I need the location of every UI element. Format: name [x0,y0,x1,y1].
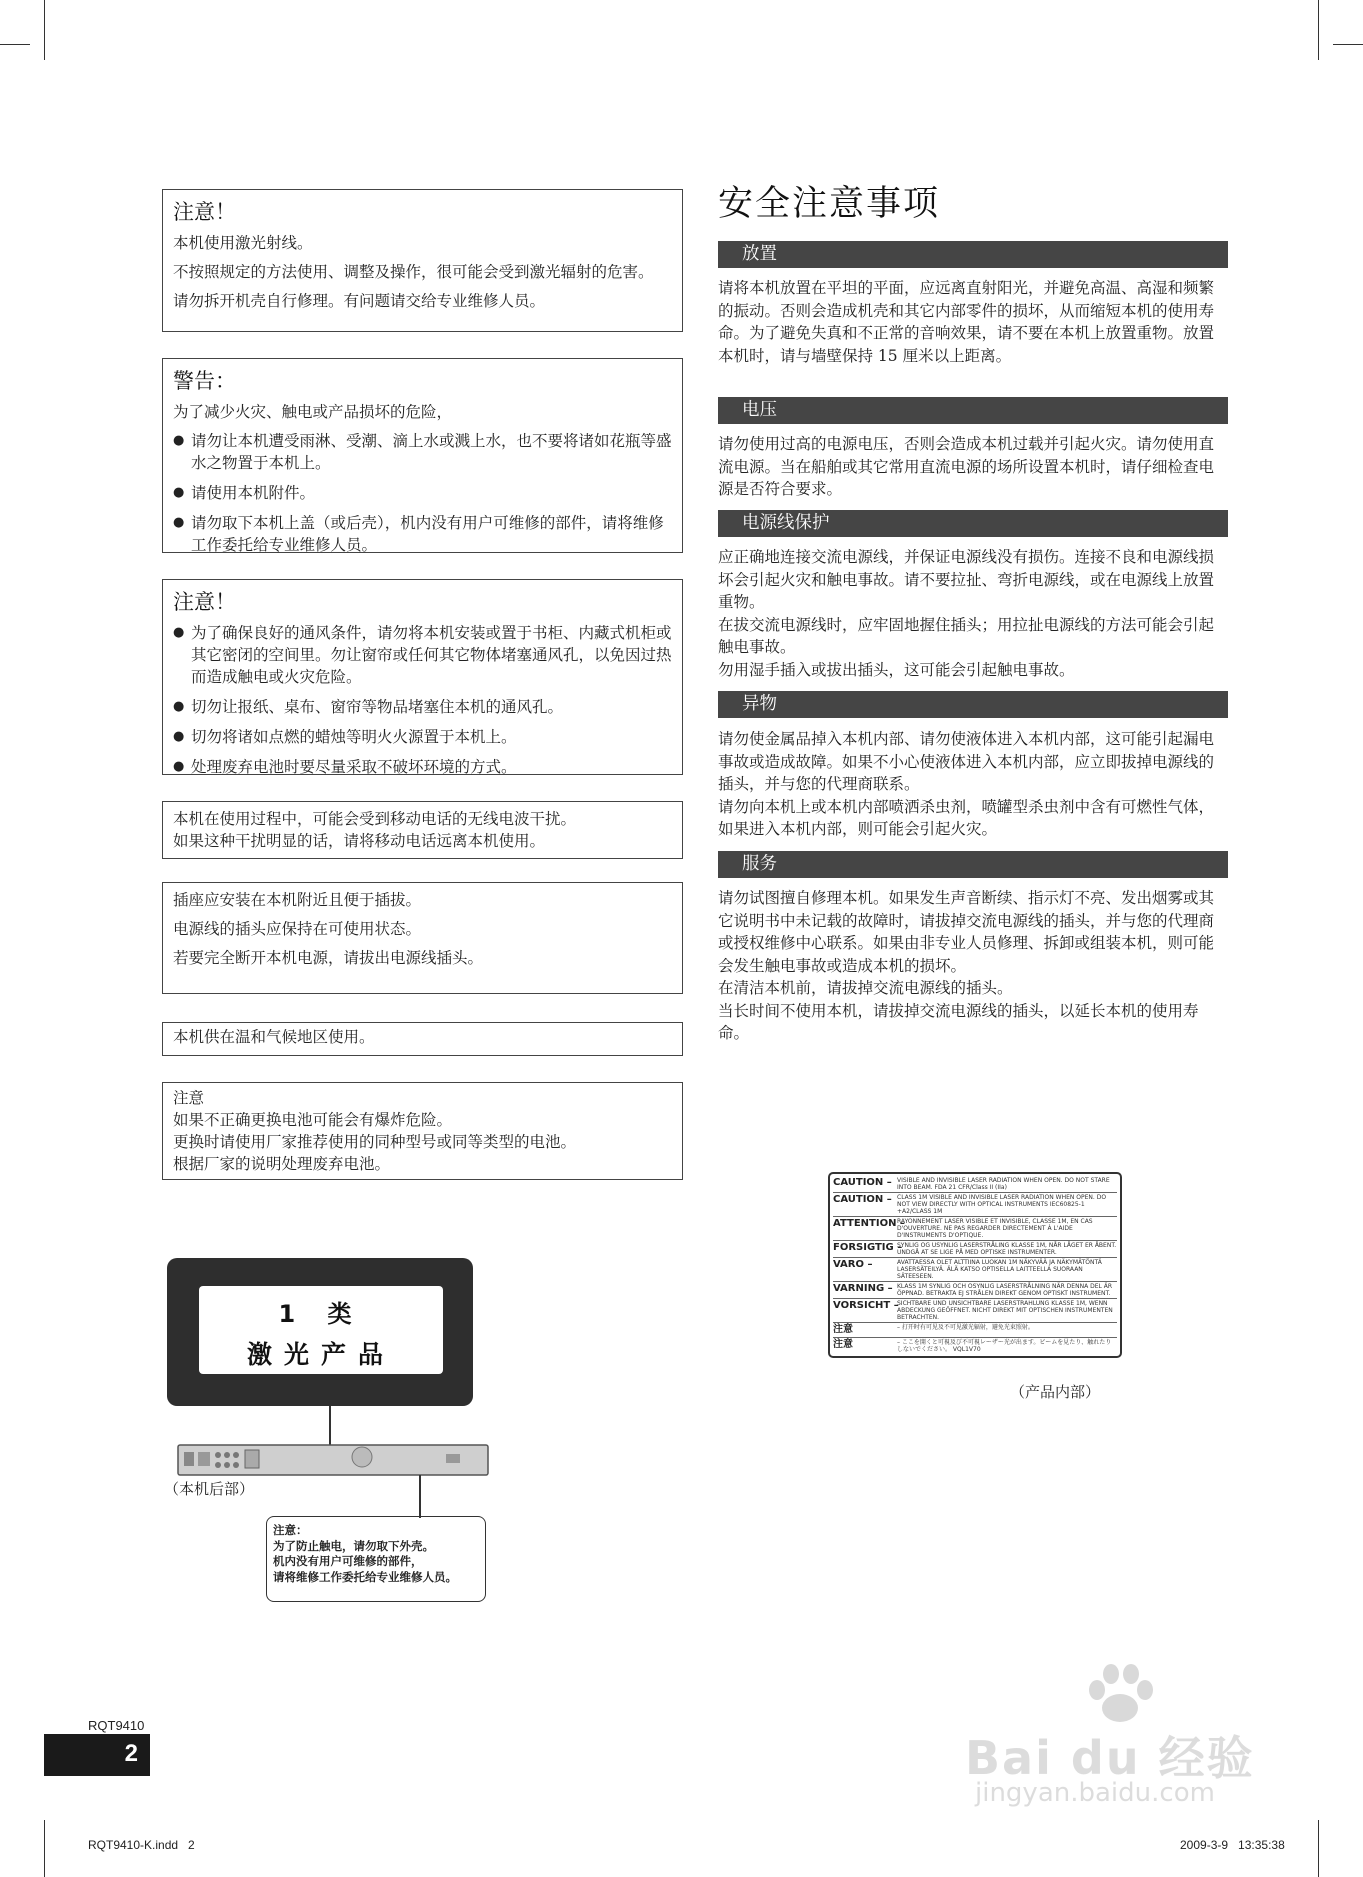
laser-row-key: CAUTION – [833,1177,892,1188]
battery-line: 如果不正确更换电池可能会有爆炸危险。 [173,1111,453,1129]
note-line: 为了防止触电，请勿取下外壳。 [273,1538,434,1553]
class1-laser-label [167,1258,473,1406]
crop-mark [44,1820,45,1877]
laser-row-text: SICHTBARE UND UNSICHTBARE LASERSTRAHLUNG KLASSE 1M, WENN ABDECKUNG GEÖFFNET. NICHT DIREKT MIT OPTISCHEN INSTRUMENTEN BETRACHTEN. [897,1300,1113,1321]
watermark-brand: Bai du 经验 [965,1731,1255,1785]
section-paragraph: 勿用湿手插入或拔出插头，这可能会引起触电事故。 [718,660,1075,679]
section-body-foreign [718,728,1228,841]
warning-item: ● 请勿取下本机上盖（或后壳），机内没有用户可维修的部件，请将维修工作委托给专业维修人员。 [173,512,672,556]
caution-item: ● 为了确保良好的通风条件，请勿将本机安装或置于书柜、内藏式机柜或其它密闭的空间里。勿让窗帘或任何其它物体堵塞通风孔，以免因过热而造成触电或火灾危险。 [173,622,672,688]
label-line-2: 激光产品 [246,1340,395,1369]
section-body-service [718,887,1228,1045]
laser-row-text: RAYONNEMENT LASER VISIBLE ET INVISIBLE, CLASSE 1M, EN CAS D'OUVERTURE. NE PAS REGARDER DIRECTEMENT À L'AIDE D'INSTRUMENTS D'OPTIQUE. [897,1218,1093,1239]
laser-row-key: 注意 [833,1324,853,1335]
section-head-foreign: 异物 [718,691,1228,718]
laser-row-text: CLASS 1M VISIBLE AND INVISIBLE LASER RADIATION WHEN OPEN. DO NOT VIEW DIRECTLY WITH OPTICAL INSTRUMENTS IEC60825-1 +A2/CLASS 1M [897,1194,1107,1215]
section-body-placement [718,277,1228,367]
paw-logo-icon [1075,1660,1165,1730]
page-title: 安全注意事项 [718,184,941,224]
rear-caption: （本机后部） [164,1480,255,1498]
battery-box [162,1082,683,1180]
laser-row [833,1176,1117,1193]
laser-row-key: VARO – [833,1259,873,1270]
section-paragraph: 请将本机放置在平坦的平面，应远离直射阳光，并避免高温、高湿和频繁的振动。否则会造成机壳和其它内部零件的损坏，从而缩短本机的使用寿命。为了避免失真和不正常的音响效果，请不要在本机上放置重物。放置本机时，请与墙壁保持 15 厘米以上距离。 [718,279,1215,365]
laser-row [833,1217,1117,1241]
laser-row-text: – 打开时有可见及不可见激光辐射，避免光束照射。 [897,1324,1034,1331]
caution-item: ● 处理废弃电池时要尽量采取不破坏环境的方式。 [173,756,672,778]
footer-file: RQT9410-K.indd 2 [88,1838,195,1852]
page-number: 2 [124,1740,138,1767]
mobile-line: 如果这种干扰明显的话，请将移动电话远离本机使用。 [173,832,546,850]
warning-list [173,430,672,556]
section-head-placement: 放置 [718,241,1228,268]
warning-title: 警告： [173,369,236,393]
crop-mark [44,0,45,60]
socket-line: 电源线的插头应保持在可使用状态。 [173,920,422,938]
footer-timestamp: 2009-3-9 13:35:38 [1180,1838,1285,1852]
laser-row [833,1282,1117,1299]
warning-item: ● 请使用本机附件。 [173,482,672,504]
laser-row-text: KLASS 1M SYNLIG OCH OSYNLIG LASERSTRÅLNING NÄR DENNA DEL ÄR ÖPPNAD. BETRAKTA EJ STRÅLEN DIREKT GENOM OPTISKT INSTRUMENT. [897,1283,1113,1297]
laser-row [833,1338,1117,1354]
caution-title: 注意！ [173,200,236,224]
crop-mark [1318,1820,1319,1877]
caution-line: 本机使用激光射线。 [173,234,313,252]
caution-item: ● 切勿将诸如点燃的蜡烛等明火火源置于本机上。 [173,726,672,748]
section-head-voltage: 电压 [718,397,1228,424]
battery-line: 更换时请使用厂家推荐使用的同种型号或同等类型的电池。 [173,1133,577,1151]
laser-row-key: FORSIGTIG – [833,1242,903,1253]
laser-row [833,1241,1117,1258]
section-head-cord: 电源线保护 [718,510,1228,537]
climate-line: 本机供在温和气候地区使用。 [173,1028,375,1046]
socket-line: 若要完全断开本机电源，请拔出电源线插头。 [173,949,484,967]
watermark-url: jingyan.baidu.com [975,1778,1215,1808]
warning-box [162,358,683,553]
mobile-line: 本机在使用过程中，可能会受到移动电话的无线电波干扰。 [173,810,577,828]
laser-row-text: AVATTAESSA OLET ALTTIINA LUOKAN 1M NÄKYVÄÄ JA NÄKYMÄTÖNTÄ LASERSÄTEILYÄ. ÄLÄ KATSO OPTISELLA LAITTEELLA SUORAAN SÄTEESEEN. [897,1259,1102,1280]
socket-box [162,882,683,994]
caution-list [173,622,672,778]
laser-row-key: ATTENTION – [833,1218,905,1229]
laser-row [833,1258,1117,1282]
caution-title: 注意！ [173,590,236,614]
climate-box [162,1022,683,1056]
section-paragraph: 当长时间不使用本机，请拔掉交流电源线的插头，以延长本机的使用寿命。 [718,1001,1199,1042]
section-paragraph: 请勿使金属品掉入本机内部、请勿使液体进入本机内部，这可能引起漏电事故或造成故障。如果不小心使液体进入本机内部，应立即拔掉电源线的插头，并与您的代理商联系。 [718,730,1215,793]
section-paragraph: 应正确地连接交流电源线，并保证电源线没有损伤。连接不良和电源线损坏会引起火灾和触电事故。请不要拉扯、弯折电源线，或在电源线上放置重物。 [718,548,1215,611]
laser-row-key: CAUTION – [833,1194,892,1205]
product-inside-caption: （产品内部） [1010,1383,1101,1401]
battery-line: 根据厂家的说明处理废弃电池。 [173,1155,391,1173]
caution-line: 请勿拆开机壳自行修理。有问题请交给专业维修人员。 [173,292,546,310]
crop-mark [0,44,30,45]
laser-warning-label [828,1172,1122,1358]
note-line: 注意： [273,1523,308,1537]
crop-mark [1333,44,1363,45]
laser-row-key: VARNING – [833,1283,893,1294]
laser-row-key: 注意 [833,1339,853,1350]
laser-row [833,1299,1117,1323]
label-line-1: 1 类 [278,1300,364,1328]
laser-row-text: – ここを開くと可視及び不可視レーザー光が出ます。ビームを見たり、触れたりしないでください。 VQL1V70 [897,1339,1112,1353]
note-line: 机内没有用户可维修的部件， [273,1554,423,1568]
warning-item: ● 请勿让本机遭受雨淋、受潮、滴上水或溅上水，也不要将诸如花瓶等盛水之物置于本机上。 [173,430,672,474]
crop-mark [1318,0,1319,60]
section-paragraph: 请勿试图擅自修理本机。如果发生声音断续、指示灯不亮、发出烟雾或其它说明书中未记载的故障时，请拔掉交流电源线的插头，并与您的代理商或授权维修中心联系。如果由非专业人员修理、拆卸或组装本机，则可能会发生触电事故或造成本机的损坏。 [718,889,1215,975]
laser-row [833,1323,1117,1338]
page-number-tab [44,1734,150,1776]
laser-row-key: VORSICHT – [833,1300,899,1311]
section-paragraph: 在拔交流电源线时，应牢固地握住插头；用拉扯电源线的方法可能会引起触电事故。 [718,615,1215,656]
laser-row-text: SYNLIG OG USYNLIG LASERSTRÅLING KLASSE 1M, NÅR LÅGET ER ÅBENT. UNDGÅ AT SE LIGE PÅ MED OPTISKE INSTRUMENTER. [897,1242,1117,1256]
laser-row [833,1193,1117,1217]
doc-code: RQT9410 [88,1718,145,1733]
socket-line: 插座应安装在本机附近且便于插拔。 [173,891,422,909]
laser-row-text: VISIBLE AND INVISIBLE LASER RADIATION WHEN OPEN. DO NOT STARE INTO BEAM. FDA 21 CFR/Class II (IIa) [897,1177,1110,1191]
mobile-interference-box [162,801,683,859]
section-paragraph: 请勿使用过高的电源电压，否则会造成本机过载并引起火灾。请勿使用直流电源。当在船舶或其它常用直流电源的场所设置本机时，请仔细检查电源是否符合要求。 [718,435,1215,498]
caution-laser-box [162,189,683,332]
baidu-watermark [965,1660,1285,1810]
shock-note-box [266,1516,486,1602]
caution-ventilation-box [162,579,683,775]
note-line: 请将维修工作委托给专业维修人员。 [273,1569,457,1584]
section-paragraph: 请勿向本机上或本机内部喷洒杀虫剂，喷罐型杀虫剂中含有可燃性气体，如果进入本机内部，则可能会引起火灾。 [718,797,1215,838]
section-body-voltage [718,433,1228,501]
warning-intro: 为了减少火灾、触电或产品损坏的危险， [173,403,453,421]
section-head-service: 服务 [718,851,1228,878]
battery-title: 注意 [173,1089,205,1107]
section-body-cord [718,546,1228,681]
caution-line: 不按照规定的方法使用、调整及操作，很可能会受到激光辐射的危害。 [173,263,654,281]
caution-item: ● 切勿让报纸、桌布、窗帘等物品堵塞住本机的通风孔。 [173,696,672,718]
label-inner [199,1286,443,1374]
section-paragraph: 在清洁本机前，请拔掉交流电源线的插头。 [718,979,1013,997]
